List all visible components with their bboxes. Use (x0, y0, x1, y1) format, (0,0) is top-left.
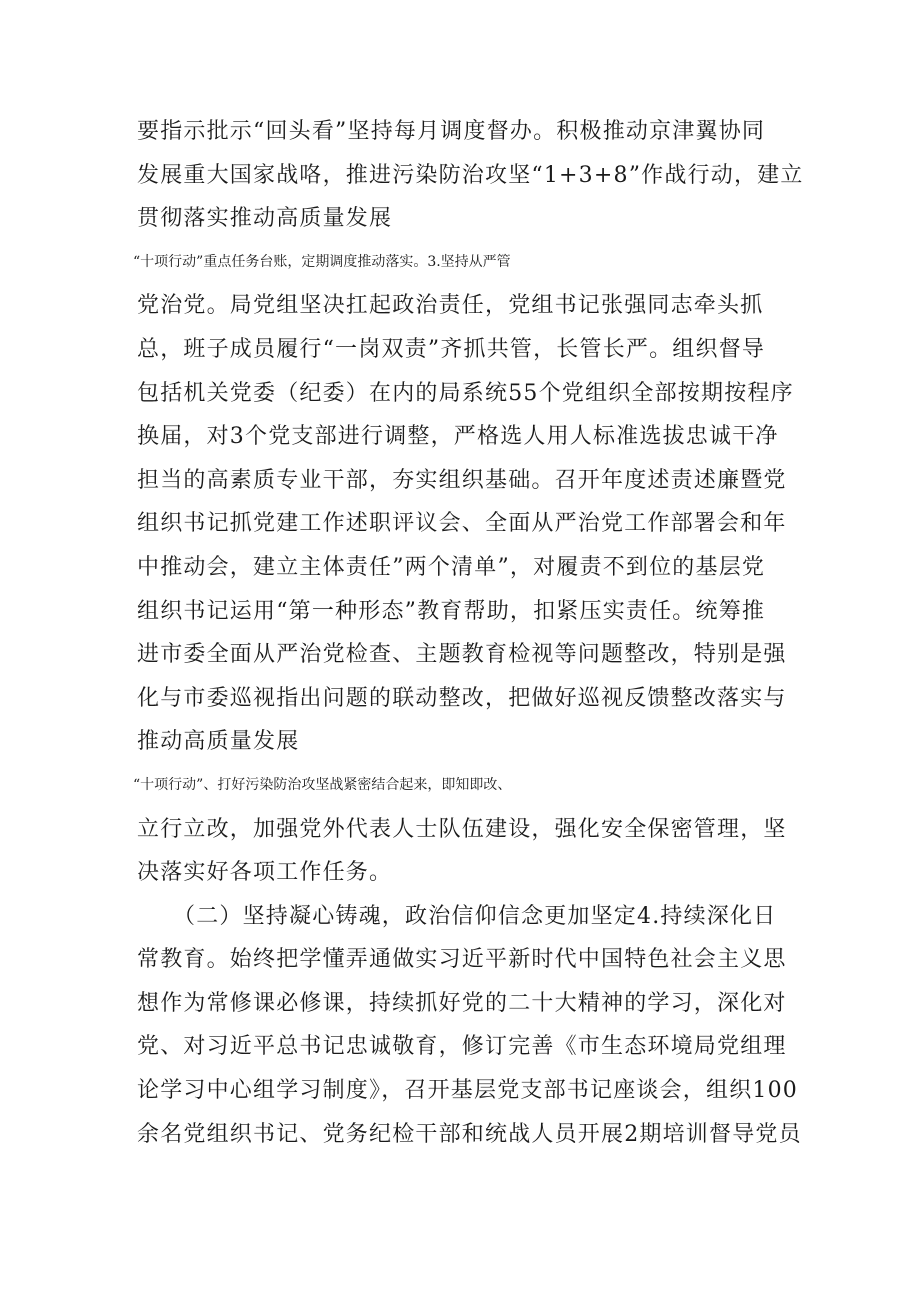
text-line: 余名党组织书记、党务纪检干部和统战人员开展2期培训督导党员 (137, 1121, 802, 1147)
text-line: 党、对习近平总书记忠诚敬育，修订完善《市生态环境局党组理 (137, 1034, 787, 1060)
text-line: 立行立改，加强党外代表人士队伍建设，强化安全保密管理，坚 (137, 816, 787, 842)
text-line: 担当的高素质专业干部，夯实组织基础。召开年度述责述廉暨党 (137, 467, 787, 493)
text-line: 总，班子成员履行“一岗双责”齐抓共管，长管长严。组织督导 (137, 336, 766, 362)
text-line: 组织书记运用“第一种形态”教育帮助，扣紧压实责任。统筹推 (137, 598, 766, 624)
text-line: 进市委全面从严治党检查、主题教育检视等问题整改，特别是强 (137, 642, 787, 668)
text-line: 论学习中心组学习制度》，召开基层党支部书记座谈会，组织100 (137, 1078, 798, 1104)
text-line: 要指示批示“回头看”坚持每月调度督办。积极推动京津翼协同 (137, 119, 766, 144)
text-line: 推动高质量发展 (137, 729, 300, 755)
text-line: 想作为常修课必修课，持续抓好党的二十大精神的学习，深化对 (137, 990, 787, 1016)
text-line: “十项行动”、打好污染防治攻坚战紧密结合起来，即知即改、 (133, 776, 512, 793)
text-line: 常教育。始终把学懂弄通做实习近平新时代中国特色社会主义思 (137, 947, 787, 973)
text-line: 决落实好各项工作任务。 (137, 860, 393, 886)
text-line: 换届，对3个党支部进行调整，严格选人用人标准选拔忠诚干净 (137, 424, 779, 450)
text-line: 组织书记抓党建工作述职评议会、全面从严治党工作部署会和年 (137, 511, 787, 537)
text-line: 化与市委巡视指出问题的联动整改，把做好巡视反馈整改落实与 (137, 685, 787, 711)
text-line: 中推动会，建立主体责任”两个清单”，对履责不到位的基层党 (137, 554, 766, 580)
text-line: 贯彻落实推动高质量发展 (137, 206, 393, 232)
body-text (133, 110, 807, 1156)
text-line: 包括机关党委（纪委）在内的局系统55个党组织全部按期按程序 (137, 380, 794, 406)
text-line: 党治党。局党组坚决扛起政治责任，党组书记张强同志牵头抓 (137, 293, 764, 319)
section-heading-line: （二）坚持凝心铸魂，政治信仰信念更加坚定4.持续深化日 (173, 903, 777, 929)
text-line: 发展重大国家战咯，推进污染防治攻坚“1+3+8”作战行动，建立 (137, 162, 804, 188)
text-line: “十项行动”重点任务台账，定期调度推动落实。3.坚持从严管 (133, 253, 511, 270)
